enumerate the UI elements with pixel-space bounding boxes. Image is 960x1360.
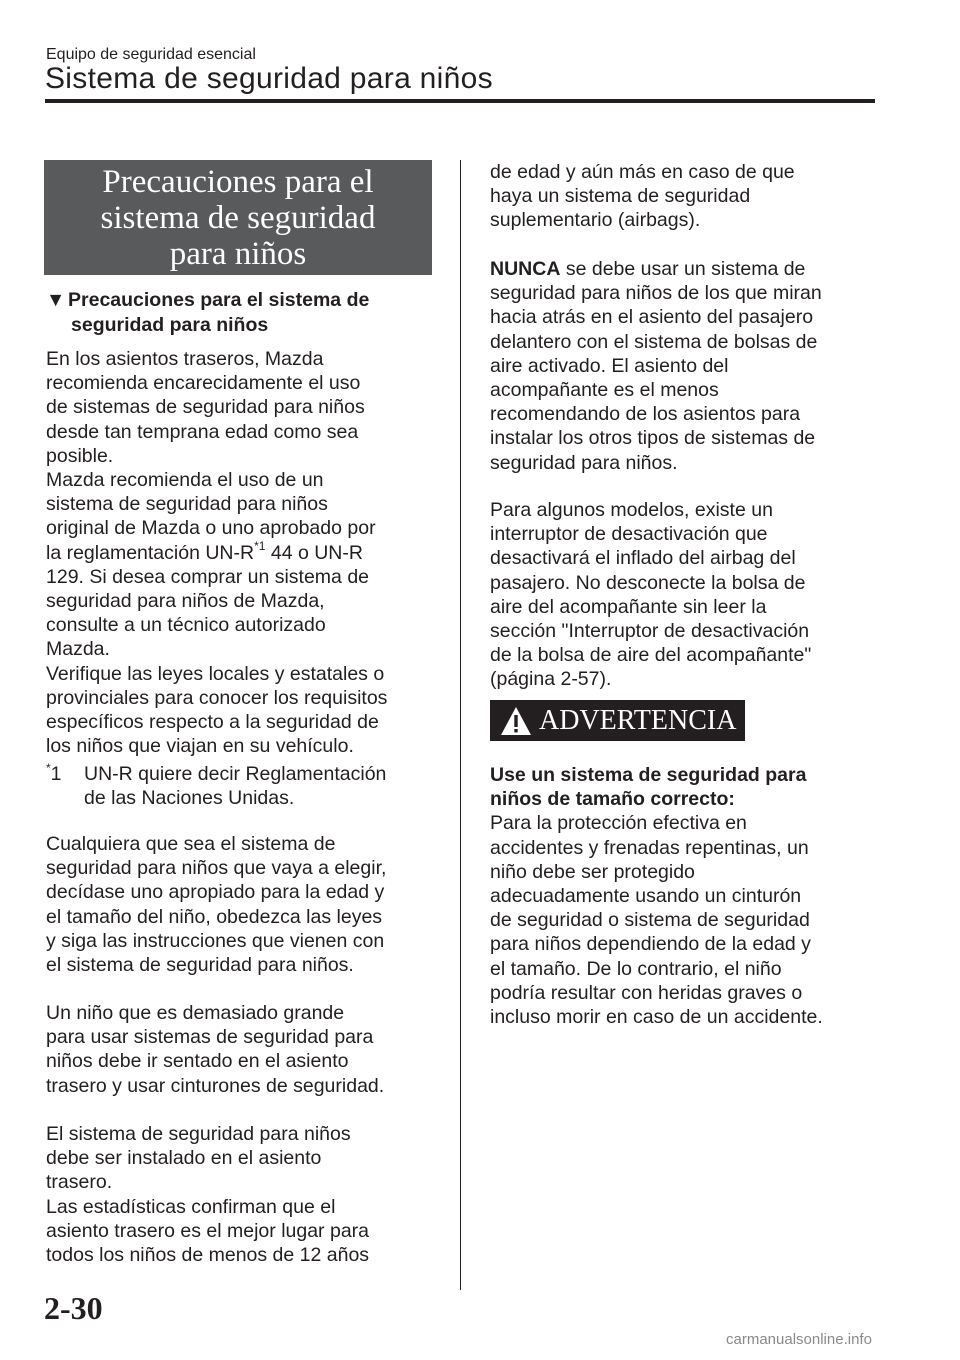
text-line: Para la protección efectiva en: [490, 812, 747, 835]
subheading: [46, 288, 436, 337]
text-line: los niños que viajan en su vehículo.: [46, 735, 354, 758]
text-line: recomendando de los asientos para: [490, 403, 801, 426]
text-line: todos los niños de menos de 12 años: [46, 1244, 370, 1267]
text-line: el tamaño del niño, obedezca las leyes: [46, 905, 383, 928]
text-line: accidentes y frenadas repentinas, un: [490, 836, 809, 859]
text-line: debe ser instalado en el asiento: [46, 1147, 322, 1170]
warning-label: [490, 700, 745, 741]
nunca-line: [490, 257, 890, 281]
text-line: Cualquiera que sea el sistema de: [46, 833, 336, 855]
warning-text: [490, 763, 890, 1029]
section-title-line: Precauciones para el: [102, 164, 374, 200]
text-line: asiento trasero es el mejor lugar para: [46, 1219, 369, 1242]
warning-label-text: ADVERTENCIA: [539, 704, 737, 736]
text-line: desde tan temprana edad como sea: [46, 420, 359, 443]
text-line: aire activado. El asiento del: [490, 354, 729, 377]
subheading-line: seguridad para niños: [71, 313, 269, 336]
text-line: podría resultar con heridas graves o: [490, 981, 803, 1004]
text-line: seguridad para niños.: [490, 451, 678, 474]
emphasis-word: NUNCA: [490, 258, 561, 280]
text-line: Las estadísticas confirman que el: [46, 1195, 336, 1218]
text-line: Mazda.: [46, 638, 110, 661]
right-paragraph-1: [490, 160, 890, 233]
footnote-mark: [46, 762, 84, 810]
left-paragraph-1: [46, 347, 444, 758]
text-line: trasero.: [46, 1171, 113, 1194]
text-line: 129. Si desea comprar un sistema de: [46, 565, 370, 588]
left-paragraph-3: [46, 1001, 444, 1098]
right-paragraph-2: [490, 257, 890, 475]
footnote-body: [84, 762, 386, 810]
text-line: consulte a un técnico autorizado: [46, 614, 326, 637]
footnote-asterisk: *: [46, 760, 51, 775]
text-fragment: 44 o UN-R: [265, 541, 363, 564]
text-line: de la bolsa de aire del acompañante": [490, 644, 812, 667]
text-line: interruptor de desactivación que: [490, 523, 768, 546]
text-line: el tamaño. De lo contrario, el niño: [490, 957, 782, 980]
text-fragment: la reglamentación UN-R: [46, 541, 255, 564]
text-line: específicos respecto a la seguridad de: [46, 711, 379, 734]
text-line: incluso morir en caso de un accidente.: [490, 1006, 823, 1029]
left-paragraph-2: [46, 832, 444, 977]
text-line: posible.: [46, 444, 114, 467]
warning-heading-line: Use un sistema de seguridad para: [490, 764, 807, 786]
warning-heading-line: niños de tamaño correcto:: [490, 788, 735, 811]
text-line: suplementario (airbags).: [490, 209, 701, 232]
regulation-line: [46, 541, 444, 565]
column-divider: [460, 160, 461, 1290]
text-line: sistema de seguridad para niños: [46, 493, 328, 516]
text-line: Mazda recomienda el uso de un: [46, 469, 324, 492]
text-line: desactivará el inflado del airbag del: [490, 547, 796, 570]
text-line: de edad y aún más en caso de que: [490, 161, 795, 183]
text-line: aire del acompañante sin leer la: [490, 595, 767, 618]
text-line: UN-R quiere decir Reglamentación: [84, 763, 387, 785]
text-line: de seguridad o sistema de seguridad: [490, 909, 810, 932]
text-line: niños debe ir sentado en el asiento: [46, 1050, 349, 1073]
text-line: de sistemas de seguridad para niños: [46, 396, 365, 419]
text-line: el sistema de seguridad para niños.: [46, 954, 354, 977]
header-rule: [45, 99, 875, 103]
text-fragment: se debe usar un sistema de: [560, 258, 806, 280]
section-title-box: [44, 160, 432, 275]
text-line: En los asientos traseros, Mazda: [46, 348, 324, 370]
text-line: seguridad para niños que vaya a elegir,: [46, 857, 387, 880]
text-line: original de Mazda o uno aprobado por: [46, 517, 376, 540]
text-line: y siga las instrucciones que vienen con: [46, 929, 385, 952]
text-line: El sistema de seguridad para niños: [46, 1123, 351, 1145]
footnote-reference: *1: [254, 539, 266, 554]
text-line: Verifique las leyes locales y estatales o: [46, 662, 385, 685]
section-title-line: sistema de seguridad: [100, 200, 376, 236]
text-line: trasero y usar cinturones de seguridad.: [46, 1074, 385, 1097]
warning-triangle-icon: [500, 706, 532, 736]
text-line: Para algunos modelos, existe un: [490, 499, 773, 521]
text-line: acompañante es el menos: [490, 379, 719, 402]
page-number: 2-30: [44, 1290, 103, 1326]
section-title-line: para niños: [169, 236, 307, 272]
text-line: instalar los otros tipos de sistemas de: [490, 427, 816, 450]
triangle-marker-icon: ▼: [46, 289, 66, 311]
text-line: decídase uno apropiado para la edad y: [46, 881, 385, 904]
text-line: hacia atrás en el asiento del pasajero: [490, 306, 814, 329]
text-line: delantero con el sistema de bolsas de: [490, 330, 818, 353]
text-line: recomienda encarecidamente el uso: [46, 372, 361, 395]
text-line: sección "Interruptor de desactivación: [490, 620, 810, 643]
watermark: carmanualsonline.info: [726, 1331, 872, 1348]
text-line: adecuadamente usando un cinturón: [490, 885, 802, 908]
left-paragraph-4: [46, 1122, 444, 1267]
text-line: seguridad para niños de Mazda,: [46, 590, 325, 613]
text-line: (página 2-57).: [490, 668, 612, 691]
text-line: provinciales para conocer los requisitos: [46, 686, 388, 709]
subheading-line: Precauciones para el sistema de: [68, 289, 370, 311]
text-line: para usar sistemas de seguridad para: [46, 1026, 374, 1049]
text-line: niño debe ser protegido: [490, 860, 695, 883]
text-line: de las Naciones Unidas.: [84, 787, 295, 810]
running-header-section: Equipo de seguridad esencial: [46, 46, 256, 63]
text-line: haya un sistema de seguridad: [490, 185, 751, 208]
text-line: seguridad para niños de los que miran: [490, 282, 822, 305]
text-line: Un niño que es demasiado grande: [46, 1002, 345, 1024]
footnote: [46, 762, 444, 810]
text-line: pasajero. No desconecte la bolsa de: [490, 571, 806, 594]
running-header-title: Sistema de seguridad para niños: [45, 62, 493, 95]
right-paragraph-3: [490, 498, 890, 692]
text-line: para niños dependiendo de la edad y: [490, 933, 811, 956]
footnote-number: 1: [50, 763, 62, 785]
